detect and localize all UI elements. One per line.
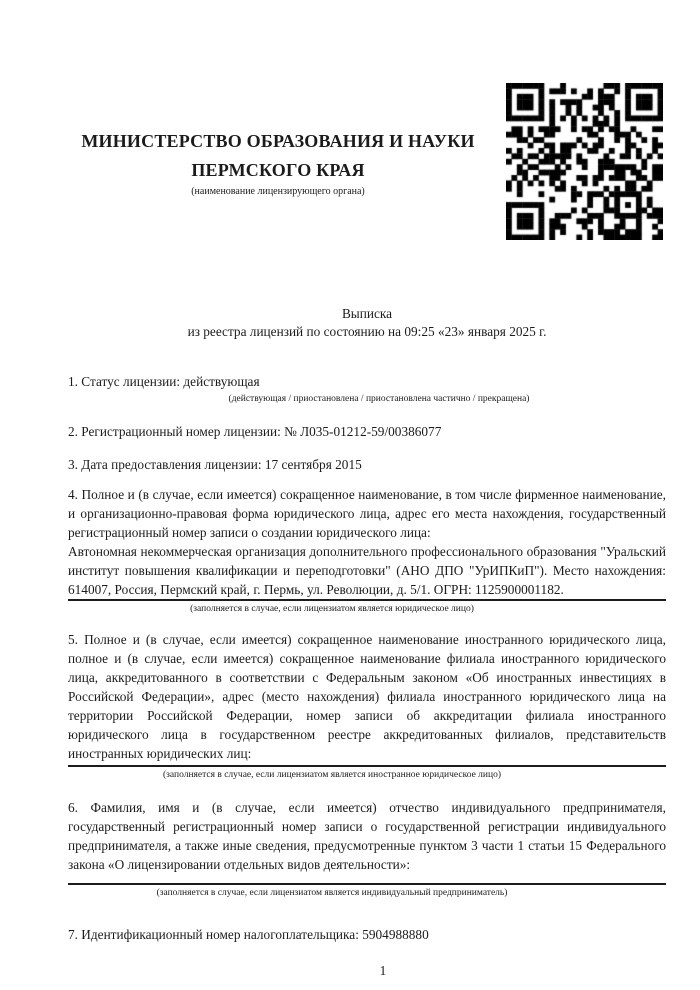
authority-name-line1: МИНИСТЕРСТВО ОБРАЗОВАНИЯ И НАУКИ	[81, 131, 475, 151]
section-license-status-caption: (действующая / приостановлена / приостановлена частично / прекращена)	[228, 394, 530, 404]
authority-name-line2: ПЕРМСКОГО КРАЯ	[191, 160, 365, 180]
section-grant-date: 3. Дата предоставления лицензии: 17 сентября 2015	[68, 457, 362, 472]
section-foreign-entity	[68, 630, 666, 767]
section-entrepreneur	[68, 798, 666, 885]
entrepreneur-caption: (заполняется в случае, если лицензиатом является индивидуальный предприниматель)	[156, 888, 508, 898]
section-registration-number: 2. Регистрационный номер лицензии: № Л035-01212-59/00386077	[68, 424, 442, 439]
legal-entity-value: Автономная некоммерческая организация дополнительного профессионального образования "Уральский институт повышения квалификации и переподготовки" (АНО ДПО "УрИПКиП"). Место нахождения: 614007, Россия, Пермский край, г. Пермь, ул. Революции, д. 5/1. ОГРН: 1125900001182.	[68, 544, 666, 597]
document-body	[68, 0, 666, 980]
legal-entity-caption: (заполняется в случае, если лицензиатом является юридическое лицо)	[190, 604, 474, 614]
legal-entity-label: 4. Полное и (в случае, если имеется) сокращенное наименование, в том числе фирменное наименование, и организационно-правовая форма юридического лица, адрес его места нахождения, государственный регистрационный номер записи о создании юридического лица:	[68, 487, 666, 540]
document-title-line2: из реестра лицензий по состоянию на 09:25 «23» января 2025 г.	[187, 324, 547, 339]
foreign-entity-label: 5. Полное и (в случае, если имеется) сокращенное наименование иностранного юридического лица, полное и (в случае, если имеется) сокращенное наименование филиала иностранного юридического лица, аккредитованного в соответствии с Федеральным законом «Об иностранных инвестициях в Российской Федерации», адрес (место нахождения) филиала иностранного юридического лица на территории Российской Федерации, номер записи об аккредитации филиала иностранного юридического лица в государственном реестре аккредитованных филиалов, представительств иностранных юридических лиц:	[68, 632, 666, 761]
section-license-status: 1. Статус лицензии: действующая	[68, 374, 260, 389]
section-taxpayer-number: 7. Идентификационный номер налогоплательщика: 5904988880	[68, 927, 429, 942]
foreign-entity-caption: (заполняется в случае, если лицензиатом является иностранное юридическое лицо)	[163, 770, 501, 780]
section-legal-entity	[68, 485, 666, 601]
document-title	[68, 305, 666, 341]
document-title-line1: Выписка	[341, 306, 393, 321]
page-number: 1	[379, 963, 387, 978]
authority-field-caption: (наименование лицензирующего органа)	[191, 186, 365, 197]
entrepreneur-label: 6. Фамилия, имя и (в случае, если имеется) отчество индивидуального предпринимателя, государственный регистрационный номер записи о государственной регистрации индивидуального предпринимателя, а также иные сведения, предусмотренные пунктом 3 части 1 статьи 15 Федерального закона «О лицензировании отдельных видов деятельности»:	[68, 800, 666, 872]
